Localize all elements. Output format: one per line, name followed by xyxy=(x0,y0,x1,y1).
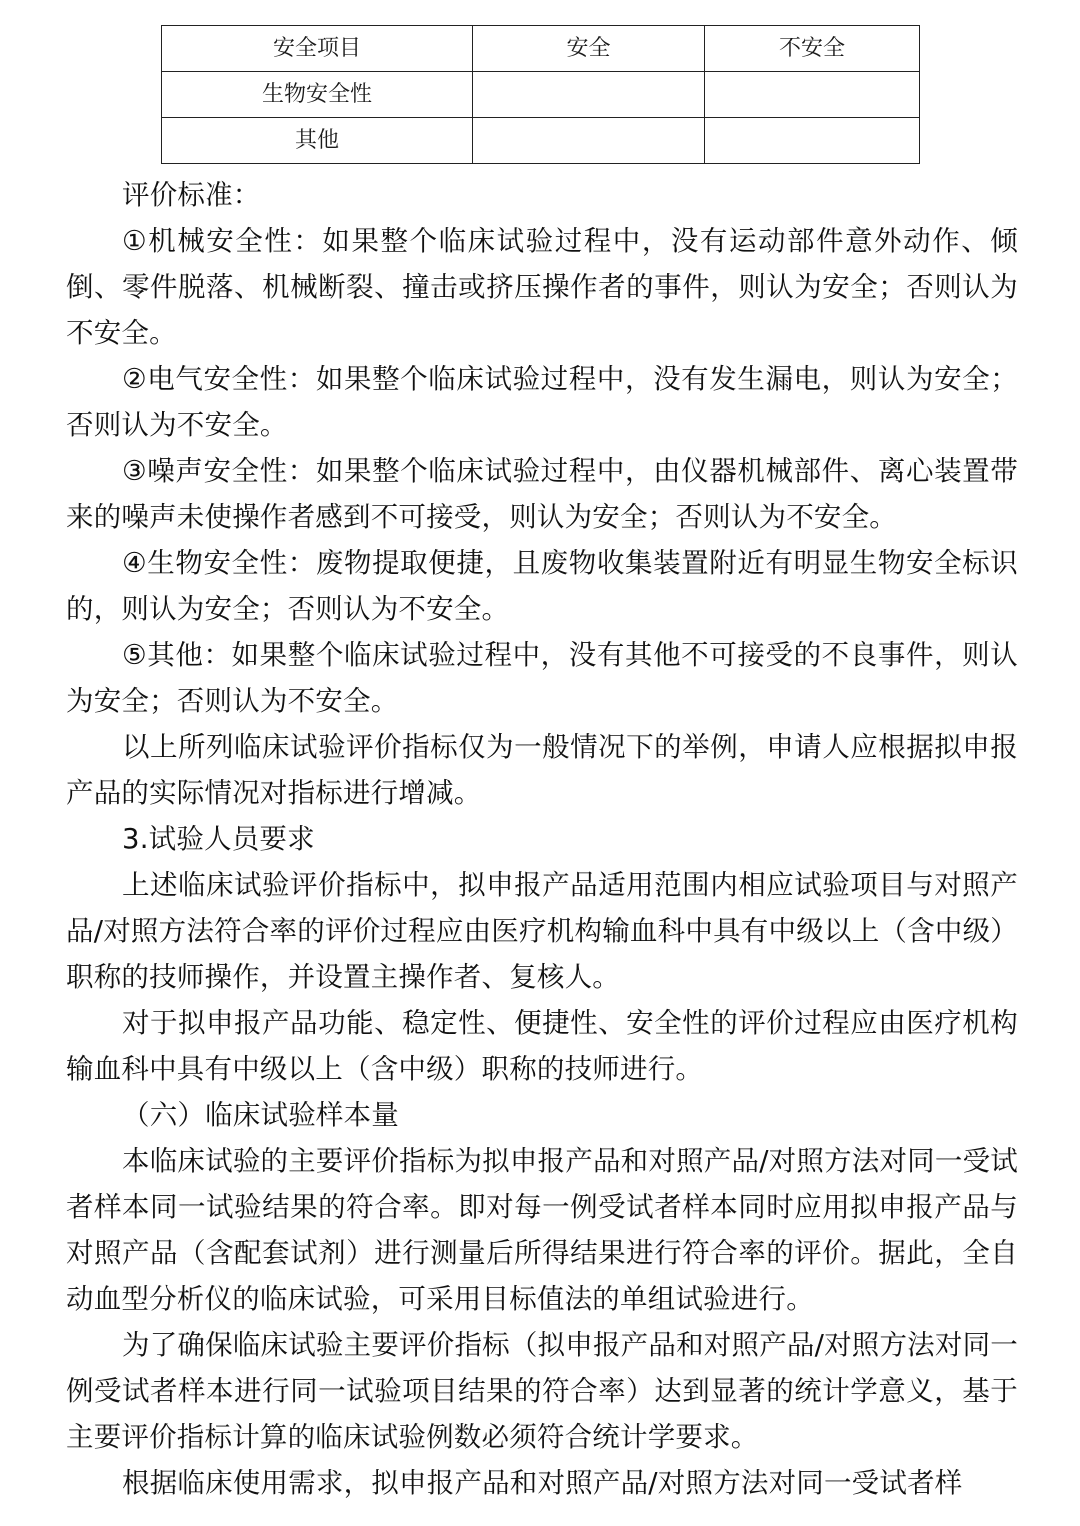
body-text xyxy=(66,172,1018,1506)
section-heading-personnel: 3.试验人员要求 xyxy=(122,823,315,855)
paragraph-personnel-2: 对于拟申报产品功能、稳定性、便捷性、安全性的评价过程应由医疗机构输血科中具有中级以上（含中级）职称的技师进行。 xyxy=(66,1007,1018,1085)
section-heading-sample-size: （六）临床试验样本量 xyxy=(122,1099,399,1131)
table-header-cell: 不安全 xyxy=(705,26,920,72)
paragraph-noise-safety: ③噪声安全性：如果整个临床试验过程中，由仪器机械部件、离心装置带来的噪声未使操作者感到不可接受，则认为安全；否则认为不安全。 xyxy=(66,455,1018,533)
paragraph-personnel-1: 上述临床试验评价指标中，拟申报产品适用范围内相应试验项目与对照产品/对照方法符合率的评价过程应由医疗机构输血科中具有中级以上（含中级）职称的技师操作，并设置主操作者、复核人。 xyxy=(66,869,1018,993)
table-header-cell: 安全项目 xyxy=(162,26,473,72)
paragraph-electrical-safety: ②电气安全性：如果整个临床试验过程中，没有发生漏电，则认为安全；否则认为不安全。 xyxy=(66,363,1018,441)
paragraph-indicator-note: 以上所列临床试验评价指标仅为一般情况下的举例，申请人应根据拟申报产品的实际情况对指标进行增减。 xyxy=(66,731,1018,809)
paragraph-biosafety: ④生物安全性：废物提取便捷，且废物收集装置附近有明显生物安全标识的，则认为安全；否则认为不安全。 xyxy=(66,547,1018,625)
table-header-row xyxy=(162,26,920,72)
table-cell xyxy=(705,118,920,164)
table-cell: 其他 xyxy=(162,118,473,164)
paragraph-sample-size-2: 为了确保临床试验主要评价指标（拟申报产品和对照产品/对照方法对同一例受试者样本进行同一试验项目结果的符合率）达到显著的统计学意义，基于主要评价指标计算的临床试验例数必须符合统计学要求。 xyxy=(66,1329,1018,1453)
paragraph-mechanical-safety: ①机械安全性：如果整个临床试验过程中，没有运动部件意外动作、倾倒、零件脱落、机械断裂、撞击或挤压操作者的事件，则认为安全；否则认为不安全。 xyxy=(66,225,1018,349)
paragraph-other-safety: ⑤其他：如果整个临床试验过程中，没有其他不可接受的不良事件，则认为安全；否则认为不安全。 xyxy=(66,639,1018,717)
paragraph-sample-size-3: 根据临床使用需求，拟申报产品和对照产品/对照方法对同一受试者样 xyxy=(122,1467,963,1499)
table-row xyxy=(162,118,920,164)
table-cell: 生物安全性 xyxy=(162,72,473,118)
criteria-heading: 评价标准： xyxy=(122,179,261,211)
table-header-cell: 安全 xyxy=(473,26,705,72)
table-row xyxy=(162,72,920,118)
table-cell xyxy=(705,72,920,118)
table-cell xyxy=(473,72,705,118)
safety-table xyxy=(161,25,920,164)
table-cell xyxy=(473,118,705,164)
paragraph-sample-size-1: 本临床试验的主要评价指标为拟申报产品和对照产品/对照方法对同一受试者样本同一试验结果的符合率。即对每一例受试者样本同时应用拟申报产品与对照产品（含配套试剂）进行测量后所得结果进行符合率的评价。据此，全自动血型分析仪的临床试验，可采用目标值法的单组试验进行。 xyxy=(66,1145,1018,1315)
